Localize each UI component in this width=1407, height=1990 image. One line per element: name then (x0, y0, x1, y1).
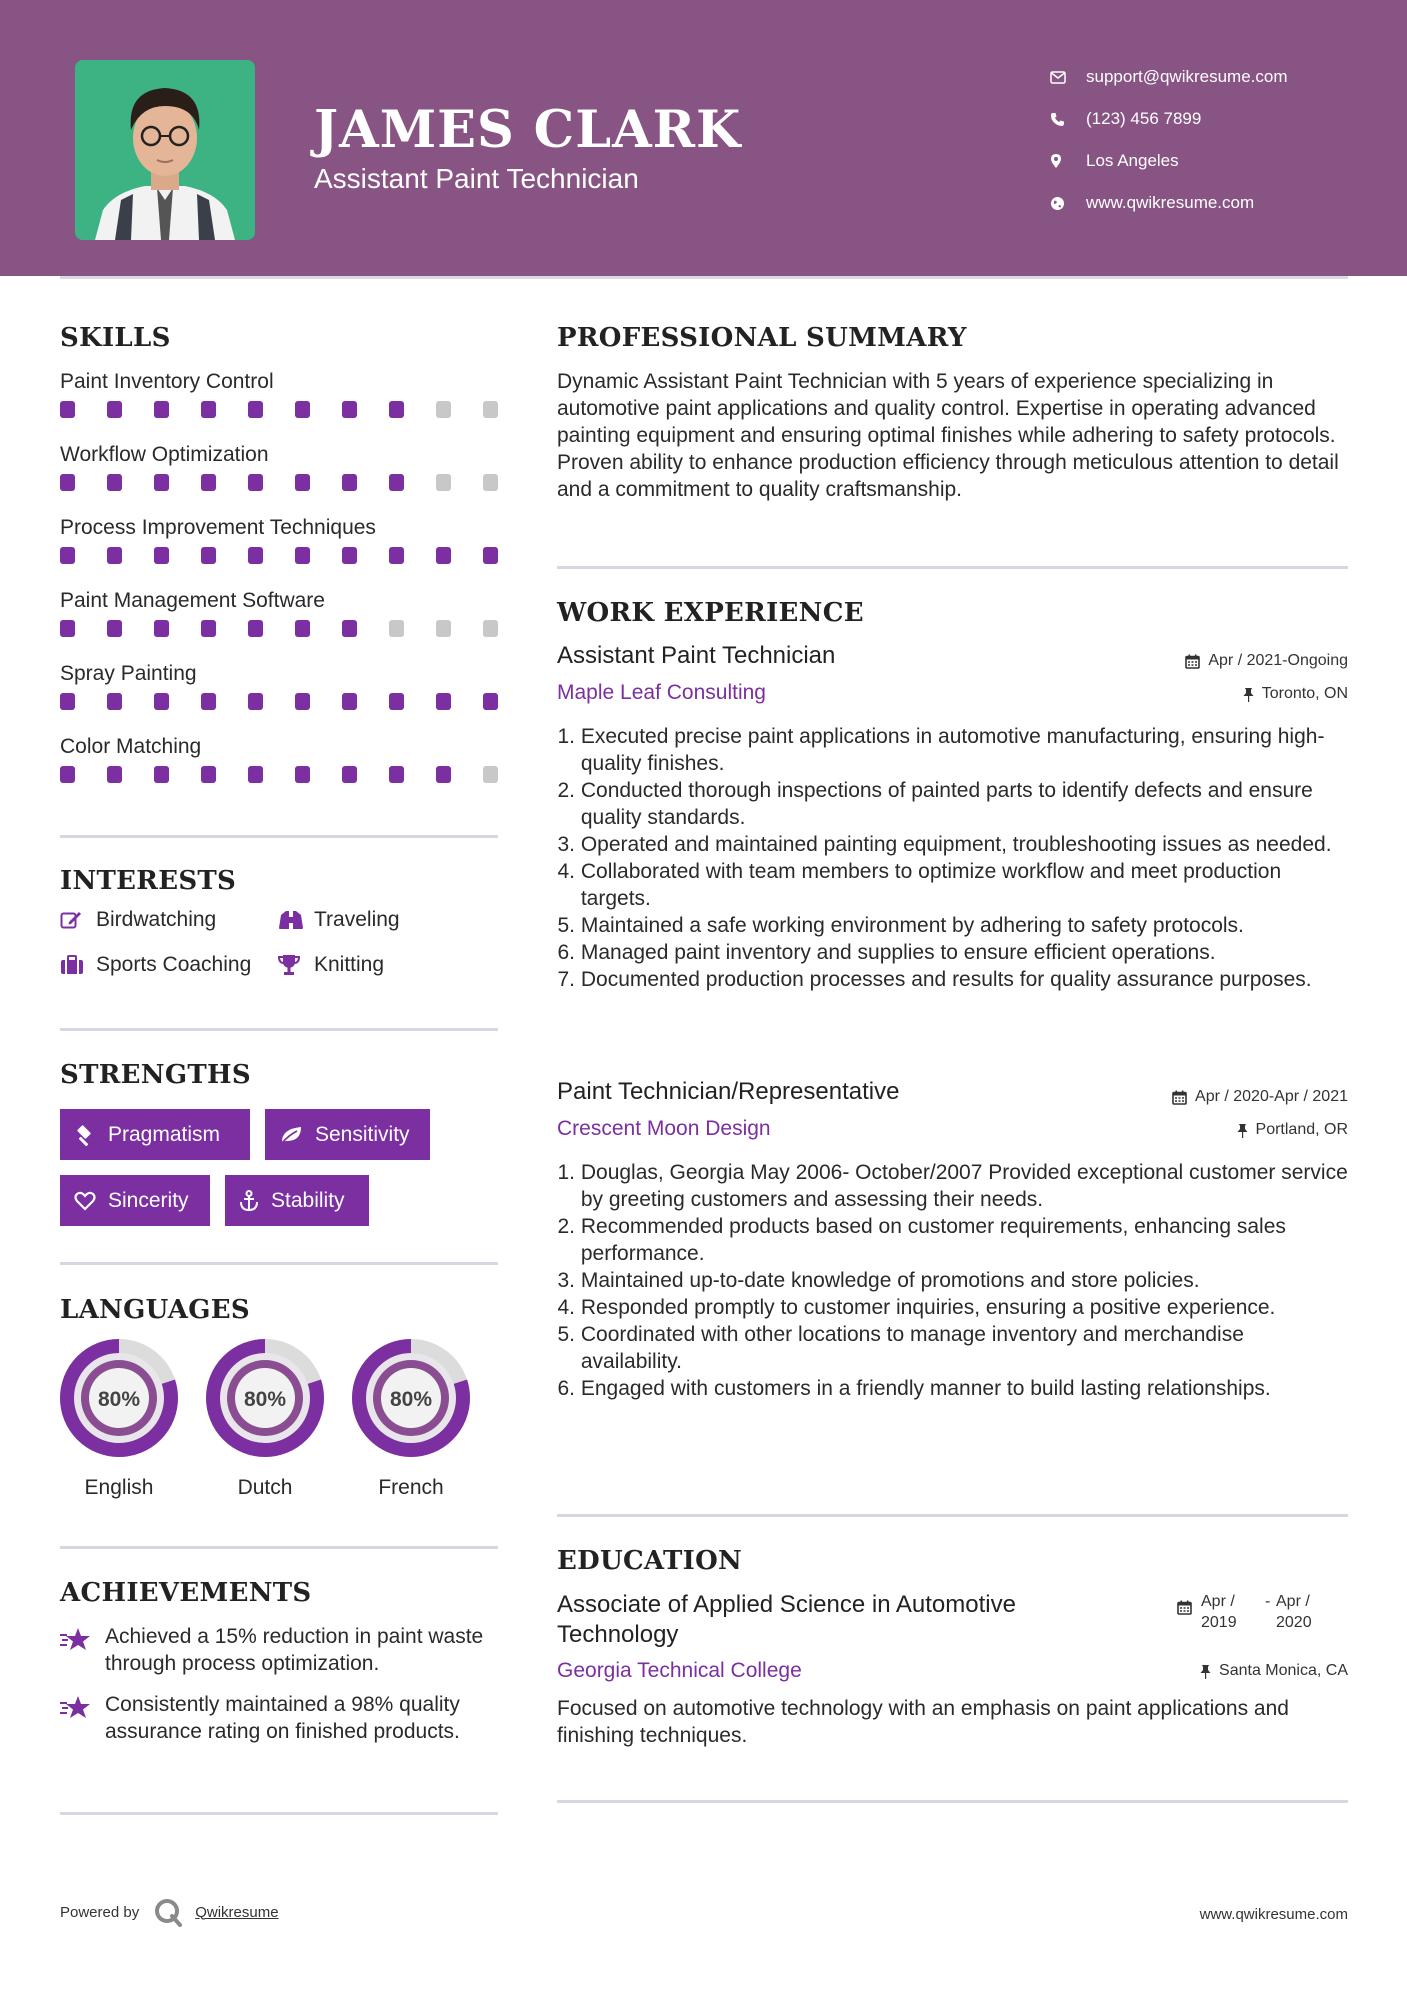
binoculars-icon (278, 909, 314, 931)
interests-heading: INTERESTS (60, 866, 237, 896)
contact-list (1050, 56, 1380, 224)
rating-dot-filled (107, 401, 122, 418)
job-title: Assistant Paint Technician (557, 642, 836, 669)
rating-dot-filled (248, 620, 263, 637)
profile-photo (75, 60, 255, 240)
skill-rating (60, 693, 498, 710)
bullet-text: Recommended products based on customer requirements, enhancing sales performance. (580, 1215, 1286, 1265)
interest-label: Traveling (314, 908, 400, 931)
bullet-item: 4. Responded promptly to customer inquiries, ensuring a positive experience. (557, 1296, 1276, 1319)
bullet-text: Douglas, Georgia May 2006- October/2007 Provided exceptional customer service by greeting customers and assessing their needs. (580, 1161, 1348, 1211)
job-title: Paint Technician/Representative (557, 1078, 900, 1105)
skill-row (60, 584, 500, 657)
rating-dot-filled (248, 474, 263, 491)
rating-dot-filled (248, 693, 263, 710)
job-date (1185, 652, 1348, 670)
rating-dot-filled (295, 547, 310, 564)
achievement-item (60, 1623, 500, 1677)
rating-dot-filled (201, 474, 216, 491)
rating-dot-filled (342, 620, 357, 637)
qwikresume-logo-icon (153, 1897, 183, 1927)
bullet-text: Collaborated with team members to optimize workflow and meet production targets. (580, 860, 1282, 910)
rating-dot-filled (295, 620, 310, 637)
rating-dot-filled (436, 547, 451, 564)
rating-dot-filled (483, 547, 498, 564)
language-percent: 80% (243, 1388, 287, 1411)
candidate-title: Assistant Paint Technician (314, 163, 639, 194)
rating-dot-empty (436, 620, 451, 637)
envelope-icon (1050, 71, 1086, 84)
rating-dot-filled (389, 766, 404, 783)
bullet-item: 6. Managed paint inventory and supplies to ensure efficient operations. (557, 941, 1216, 964)
interest-item (278, 908, 400, 932)
bullet-item: 3. Operated and maintained painting equipment, troubleshooting issues as needed. (557, 833, 1332, 856)
summary-divider (557, 566, 1348, 569)
rating-dot-filled (295, 766, 310, 783)
pencil-square-icon (60, 910, 96, 930)
footer-url[interactable]: www.qwikresume.com (1199, 1906, 1348, 1923)
rating-dot-empty (483, 401, 498, 418)
edu-date-start: Apr / 2019 (1201, 1593, 1237, 1631)
language-ring (203, 1336, 327, 1460)
rating-dot-empty (389, 620, 404, 637)
company-name: Maple Leaf Consulting (557, 681, 766, 704)
achievement-text: Achieved a 15% reduction in paint waste through process optimization. (105, 1625, 484, 1675)
rating-dot-filled (60, 766, 75, 783)
interest-label: Birdwatching (96, 908, 217, 931)
language-percent: 80% (97, 1388, 141, 1411)
suitcase-icon (60, 955, 96, 975)
rating-dot-filled (60, 547, 75, 564)
rating-dot-filled (107, 620, 122, 637)
experience-heading: WORK EXPERIENCE (557, 598, 864, 628)
rating-dot-filled (107, 693, 122, 710)
heart-icon (74, 1191, 96, 1211)
rating-dot-filled (436, 693, 451, 710)
strength-badge (265, 1109, 430, 1160)
bullet-item: 5. Coordinated with other locations to manage inventory and merchandise availability. (556, 1321, 1348, 1375)
interest-label: Sports Coaching (96, 953, 252, 976)
bullet-text: Executed precise paint applications in automotive manufacturing, ensuring high-quality finishes. (580, 725, 1325, 775)
rating-dot-filled (154, 547, 169, 564)
skill-name: Workflow Optimization (60, 443, 269, 466)
achievements-heading: ACHIEVEMENTS (60, 1578, 312, 1608)
job-date-text: Apr / 2021-Ongoing (1208, 652, 1348, 669)
skill-name: Paint Inventory Control (60, 370, 274, 393)
job-bullets (556, 1159, 1348, 1402)
rating-dot-filled (389, 474, 404, 491)
rating-dot-filled (342, 693, 357, 710)
header-divider (60, 276, 1348, 279)
languages-heading: LANGUAGES (60, 1295, 250, 1325)
rating-dot-filled (295, 401, 310, 418)
strength-label: Stability (271, 1188, 345, 1212)
interest-item (60, 908, 216, 932)
skill-name: Process Improvement Techniques (60, 516, 376, 539)
bullet-item: 1. Douglas, Georgia May 2006- October/2007 Provided exceptional customer service by greeting customers and assessing their needs. (557, 1161, 1348, 1211)
pushpin-icon (1200, 1664, 1211, 1679)
languages-divider (60, 1546, 498, 1549)
interest-item (278, 953, 384, 977)
job-location-text: Portland, OR (1255, 1121, 1348, 1138)
edu-location-text: Santa Monica, CA (1219, 1662, 1348, 1679)
skill-row (60, 511, 500, 584)
summary-heading: PROFESSIONAL SUMMARY (557, 323, 967, 353)
skills-list (60, 365, 500, 803)
rating-dot-empty (436, 474, 451, 491)
rating-dot-filled (201, 401, 216, 418)
rating-dot-filled (60, 620, 75, 637)
rating-dot-filled (60, 693, 75, 710)
footer-powered (60, 1897, 279, 1927)
edu-description: Focused on automotive technology with an emphasis on paint applications and finishing techniques. (557, 1697, 1289, 1747)
rating-dot-filled (248, 766, 263, 783)
bullet-item: 5. Maintained a safe working environment by adhering to safety protocols. (557, 914, 1244, 937)
leaf-icon (279, 1125, 303, 1145)
achievement-item (60, 1691, 500, 1745)
job-location (1243, 685, 1348, 703)
contact-email[interactable] (1050, 56, 1380, 98)
pushpin-icon (1237, 1123, 1248, 1138)
calendar-icon (1185, 654, 1200, 669)
rating-dot-empty (483, 474, 498, 491)
bullet-text: Documented production processes and results for quality assurance purposes. (580, 968, 1312, 991)
rating-dot-filled (154, 693, 169, 710)
strength-badge (60, 1109, 250, 1160)
summary-text: Dynamic Assistant Paint Technician with 5 years of experience specializing in automotive paint applications and quality control. Expertise in operating advanced painting equipment and ensuring optimal finishes while adhering to safety protocols. Proven ability to enhance production efficiency through meticulous attention to detail and a commitment to quality craftsmanship. (557, 370, 1339, 501)
company-name: Crescent Moon Design (557, 1117, 771, 1140)
rating-dot-filled (201, 620, 216, 637)
rating-dot-filled (60, 401, 75, 418)
job-location-text: Toronto, ON (1261, 685, 1348, 702)
bullet-item: 7. Documented production processes and results for quality assurance purposes. (557, 968, 1312, 991)
contact-phone[interactable] (1050, 98, 1380, 140)
bullet-item: 3. Maintained up-to-date knowledge of promotions and store policies. (557, 1269, 1200, 1292)
skill-name: Spray Painting (60, 662, 197, 685)
rating-dot-filled (436, 766, 451, 783)
language-item (57, 1336, 181, 1500)
rating-dot-filled (342, 474, 357, 491)
achievements-divider (60, 1812, 498, 1815)
skill-row (60, 438, 500, 511)
rating-dot-filled (389, 547, 404, 564)
candidate-name: JAMES CLARK (314, 100, 742, 160)
anchor-icon (239, 1190, 259, 1212)
bullet-item: 6. Engaged with customers in a friendly manner to build lasting relationships. (557, 1377, 1271, 1400)
bullet-item: 1. Executed precise paint applications in automotive manufacturing, ensuring high-quality finishes. (556, 723, 1348, 777)
rating-dot-filled (154, 474, 169, 491)
contact-location (1050, 140, 1380, 182)
education-divider (557, 1800, 1348, 1803)
bullet-text: Managed paint inventory and supplies to ensure efficient operations. (580, 941, 1216, 964)
rating-dot-filled (483, 693, 498, 710)
language-item (203, 1336, 327, 1500)
edu-location (1200, 1662, 1348, 1680)
map-pin-icon (1050, 153, 1086, 169)
skill-rating (60, 474, 498, 491)
bullet-text: Conducted thorough inspections of painted parts to identify defects and ensure quality standards. (580, 779, 1313, 829)
skills-heading: SKILLS (60, 323, 171, 353)
bullet-item: 2. Recommended products based on customer requirements, enhancing sales performance. (556, 1213, 1348, 1267)
bullet-text: Operated and maintained painting equipment, troubleshooting issues as needed. (580, 833, 1332, 856)
pushpin-icon (1243, 687, 1254, 702)
rating-dot-filled (389, 401, 404, 418)
rating-dot-filled (248, 547, 263, 564)
strength-label: Pragmatism (108, 1122, 221, 1146)
bullet-text: Responded promptly to customer inquiries, ensuring a positive experience. (580, 1296, 1276, 1319)
rating-dot-filled (389, 693, 404, 710)
degree-title: Associate of Applied Science in Automotive Technology (557, 1591, 1016, 1648)
calendar-icon (1172, 1090, 1187, 1105)
rating-dot-empty (483, 766, 498, 783)
bullet-item: 2. Conducted thorough inspections of painted parts to identify defects and ensure quality standards. (556, 777, 1348, 831)
rating-dot-filled (295, 474, 310, 491)
rating-dot-filled (154, 401, 169, 418)
rating-dot-filled (342, 766, 357, 783)
job-date (1172, 1088, 1348, 1106)
school-name: Georgia Technical College (557, 1659, 802, 1682)
language-ring (57, 1336, 181, 1460)
rating-dot-filled (154, 620, 169, 637)
rating-dot-filled (107, 547, 122, 564)
interest-label: Knitting (314, 953, 385, 976)
bullet-text: Engaged with customers in a friendly manner to build lasting relationships. (580, 1377, 1271, 1400)
language-item (349, 1336, 473, 1500)
rating-dot-empty (436, 401, 451, 418)
skills-divider (60, 835, 498, 838)
contact-email-text: support@qwikresume.com (1086, 67, 1288, 86)
gavel-icon (74, 1124, 96, 1146)
rating-dot-filled (342, 547, 357, 564)
education-heading: EDUCATION (557, 1546, 743, 1576)
strength-label: Sensitivity (315, 1122, 410, 1146)
skill-row (60, 657, 500, 730)
contact-phone-text: (123) 456 7899 (1086, 109, 1202, 128)
skill-name: Paint Management Software (60, 589, 325, 612)
bullet-text: Coordinated with other locations to manage inventory and merchandise availability. (580, 1323, 1244, 1373)
strength-label: Sincerity (108, 1188, 189, 1212)
achievement-text: Consistently maintained a 98% quality assurance rating on finished products. (105, 1693, 460, 1743)
rating-dot-filled (295, 693, 310, 710)
rating-dot-filled (60, 474, 75, 491)
interests-divider (60, 1028, 498, 1031)
job-location (1237, 1121, 1348, 1139)
language-name: Dutch (237, 1476, 293, 1499)
skill-row (60, 730, 500, 803)
experience-divider (557, 1514, 1348, 1517)
job-bullets (556, 723, 1348, 993)
edu-date-separator: - (1265, 1593, 1271, 1610)
rating-dot-filled (201, 547, 216, 564)
contact-location-text: Los Angeles (1086, 151, 1179, 170)
rating-dot-filled (201, 693, 216, 710)
trophy-icon (278, 954, 314, 976)
interest-item (60, 953, 251, 977)
skill-rating (60, 620, 498, 637)
skill-rating (60, 547, 498, 564)
language-name: French (378, 1476, 444, 1499)
language-percent: 80% (389, 1388, 433, 1411)
job-date-text: Apr / 2020-Apr / 2021 (1195, 1088, 1348, 1105)
star-icon (60, 1691, 105, 1745)
resume-header (0, 0, 1407, 276)
strengths-heading: STRENGTHS (60, 1060, 251, 1090)
bullet-item: 4. Collaborated with team members to optimize workflow and meet production targets. (556, 858, 1348, 912)
language-ring (349, 1336, 473, 1460)
calendar-icon (1177, 1600, 1192, 1620)
rating-dot-empty (483, 620, 498, 637)
strength-badge (225, 1175, 369, 1226)
brand-link[interactable]: Qwikresume (195, 1903, 279, 1921)
star-icon (60, 1623, 105, 1677)
powered-by-text: Powered by (60, 1903, 140, 1921)
rating-dot-filled (107, 766, 122, 783)
rating-dot-filled (201, 766, 216, 783)
rating-dot-filled (154, 766, 169, 783)
bullet-text: Maintained up-to-date knowledge of promotions and store policies. (580, 1269, 1200, 1292)
skill-rating (60, 766, 498, 783)
phone-icon (1050, 112, 1086, 127)
edu-date-end: Apr / 2020 (1276, 1593, 1312, 1631)
contact-website[interactable] (1050, 182, 1380, 224)
rating-dot-filled (107, 474, 122, 491)
rating-dot-filled (342, 401, 357, 418)
language-name: English (84, 1476, 154, 1499)
skill-name: Color Matching (60, 735, 202, 758)
skill-rating (60, 401, 498, 418)
rating-dot-filled (248, 401, 263, 418)
bullet-text: Maintained a safe working environment by adhering to safety protocols. (580, 914, 1244, 937)
strengths-divider (60, 1262, 498, 1265)
globe-icon (1050, 196, 1086, 211)
skill-row (60, 365, 500, 438)
contact-website-text: www.qwikresume.com (1086, 193, 1255, 212)
strength-badge (60, 1175, 210, 1226)
